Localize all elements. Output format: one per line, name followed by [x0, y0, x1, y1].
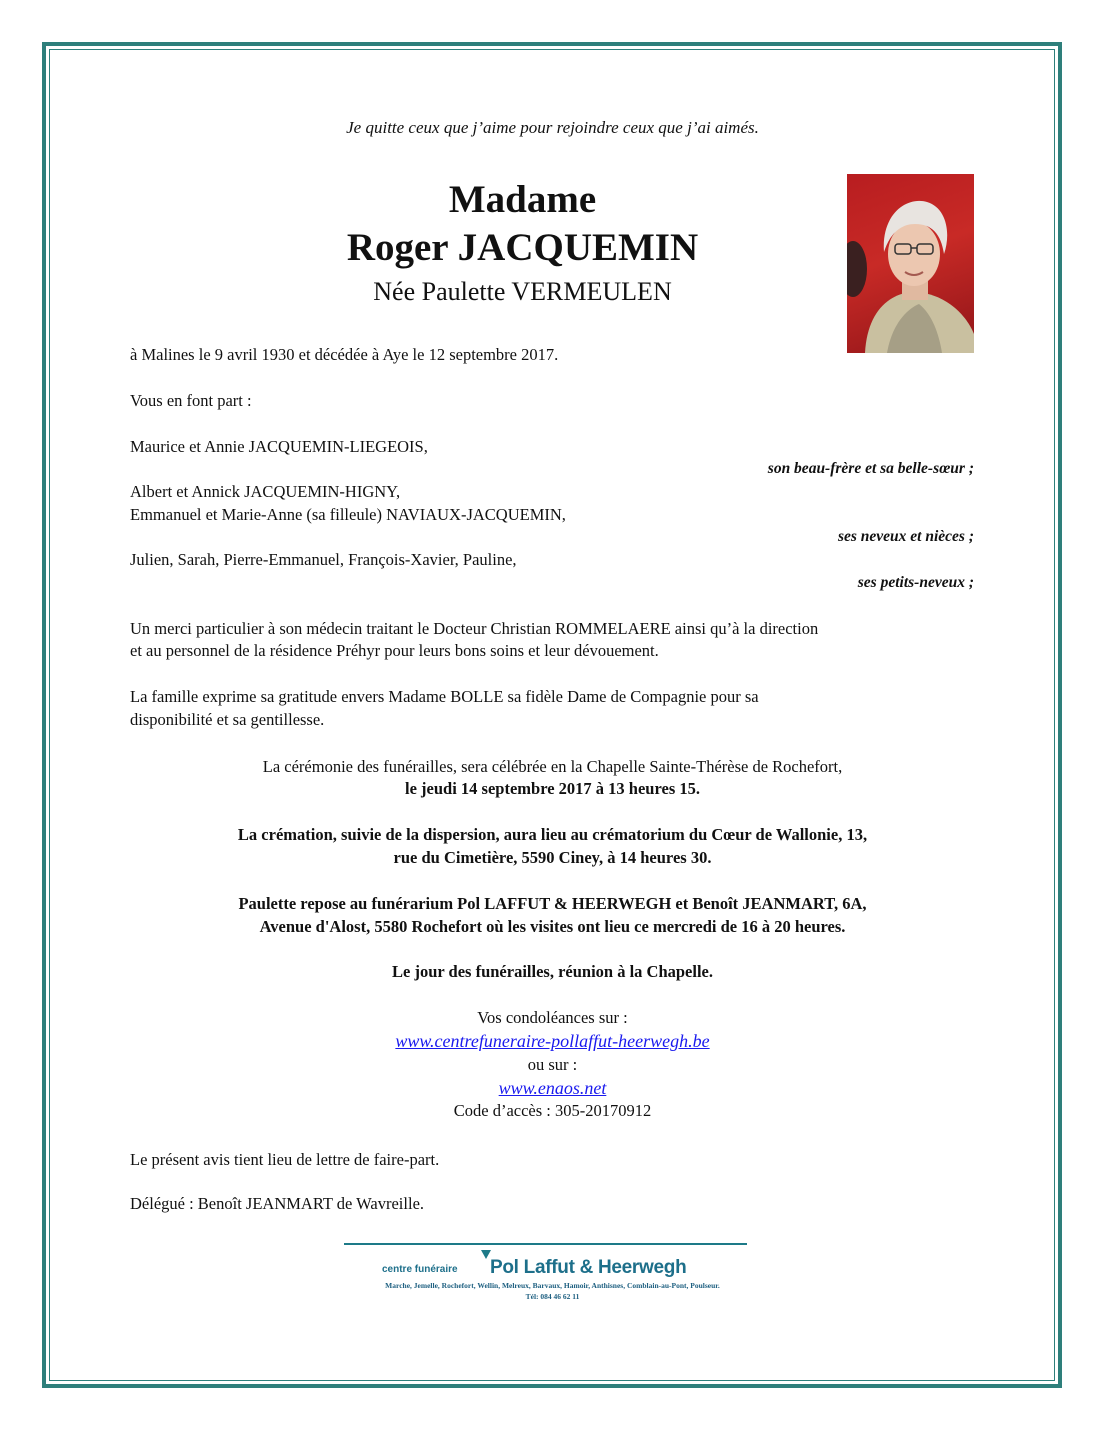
family-line-1: Maurice et Annie JACQUEMIN-LIEGEOIS, — [130, 437, 428, 456]
thanks-paragraph-1-line-1: Un merci particulier à son médecin traitant le Docteur Christian ROMMELAERE ainsi qu’à la direction — [130, 619, 819, 638]
family-line-4: Julien, Sarah, Pierre-Emmanuel, François-Xavier, Pauline, — [130, 550, 517, 569]
cremation-line-2: rue du Cimetière, 5590 Ciney, à 14 heures 30. — [393, 848, 712, 867]
logo-phone: Tél: 084 46 62 11 — [525, 1292, 580, 1301]
family-line-3: Emmanuel et Marie-Anne (sa filleule) NAVIAUX-JACQUEMIN, — [130, 505, 566, 524]
title-name: Roger JACQUEMIN — [346, 226, 699, 269]
thanks-paragraph-1-line-2: et au personnel de la résidence Préhyr pour leurs bons soins et leur dévouement. — [130, 641, 659, 660]
family-relation-2: ses neveux et nièces ; — [837, 528, 974, 545]
maiden-name: Née Paulette VERMEULEN — [373, 277, 672, 306]
epigraph: Je quitte ceux que j’aime pour rejoindre ceux que j’ai aimés. — [346, 118, 759, 137]
thanks-paragraph-2-line-2: disponibilité et sa gentillesse. — [130, 710, 325, 729]
ceremony-line-2: le jeudi 14 septembre 2017 à 13 heures 15. — [405, 779, 700, 798]
family-line-2: Albert et Annick JACQUEMIN-HIGNY, — [130, 482, 401, 501]
condolences-label: Vos condoléances sur : — [477, 1008, 628, 1027]
rest-line-1: Paulette repose au funérarium Pol LAFFUT & HEERWEGH et Benoît JEANMART, 6A, — [238, 894, 867, 913]
or-label: ou sur : — [527, 1055, 578, 1074]
portrait-figure — [847, 174, 974, 353]
family-relation-1: son beau-frère et sa belle-sœur ; — [767, 460, 974, 477]
announce-line: Vous en font part : — [130, 391, 252, 410]
condolences-link-1-row — [0, 1031, 1105, 1052]
family-relation-3: ses petits-neveux ; — [857, 574, 974, 591]
logo-rule — [344, 1243, 747, 1245]
reunion-line: Le jour des funérailles, réunion à la Chapelle. — [392, 962, 713, 981]
access-code: Code d’accès : 305-20170912 — [453, 1101, 652, 1120]
logo-towns: Marche, Jemelle, Rochefort, Wellin, Melreux, Barvaux, Hamoir, Anthisnes, Comblain-au-Pont, Poulseur. — [385, 1281, 720, 1290]
title-madame: Madame — [448, 178, 597, 221]
condolences-link-1[interactable]: www.centrefuneraire-pollaffut-heerwegh.be — [395, 1031, 710, 1051]
rest-line-2: Avenue d'Alost, 5580 Rochefort où les visites ont lieu ce mercredi de 16 à 20 heures. — [259, 917, 846, 936]
condolences-link-2-row — [0, 1078, 1105, 1099]
condolences-link-2[interactable]: www.enaos.net — [498, 1078, 607, 1098]
delegate-line: Délégué : Benoît JEANMART de Wavreille. — [130, 1194, 425, 1213]
cremation-line-1: La crémation, suivie de la dispersion, aura lieu au crématorium du Cœur de Wallonie, 13, — [237, 825, 868, 844]
portrait-photo — [847, 174, 974, 353]
logo-company-name: Pol Laffut & Heerwegh — [490, 1257, 687, 1278]
birth-death-line: à Malines le 9 avril 1930 et décédée à Aye le 12 septembre 2017. — [130, 345, 559, 364]
thanks-paragraph-2-line-1: La famille exprime sa gratitude envers Madame BOLLE sa fidèle Dame de Compagnie pour sa — [130, 687, 759, 706]
logo-small-text: centre funéraire — [382, 1264, 458, 1275]
ceremony-line-1: La cérémonie des funérailles, sera célébrée en la Chapelle Sainte-Thérèse de Rochefort, — [262, 757, 843, 776]
notice-line: Le présent avis tient lieu de lettre de faire-part. — [130, 1150, 440, 1169]
